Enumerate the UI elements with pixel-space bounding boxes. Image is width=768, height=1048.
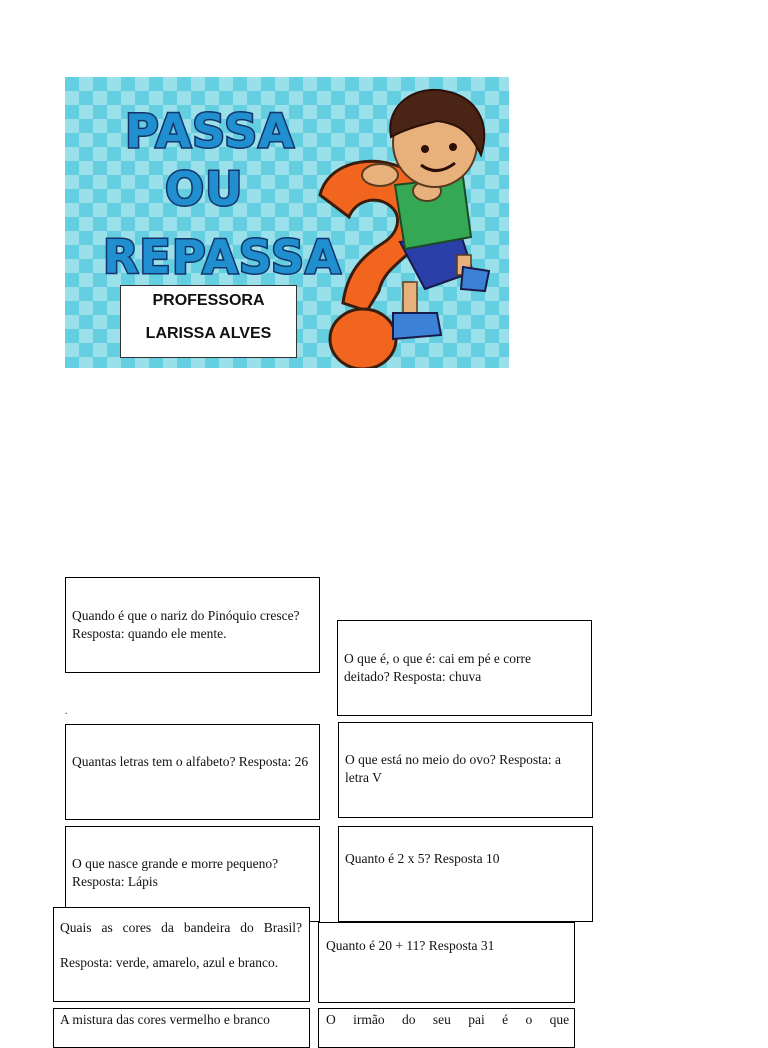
question-card-4 [338, 722, 593, 818]
boy-with-question-mark-icon [320, 90, 489, 368]
stray-mark: . [65, 706, 68, 717]
question-card-text: Quais as cores da bandeira do Brasil? Resposta: verde, amarelo, azul e branco. [60, 920, 302, 970]
teacher-name: LARISSA ALVES [145, 325, 272, 342]
teacher-title: PROFESSORA [152, 292, 265, 309]
banner-title-line-1: PASSA [125, 104, 295, 158]
question-card-text: O que é, o que é: cai em pé e corre deitado? Resposta: chuva [344, 651, 532, 684]
question-card-9 [53, 1008, 310, 1048]
question-card-3 [65, 724, 320, 820]
question-card-7 [53, 907, 310, 1002]
question-card-6 [338, 826, 593, 922]
question-card-2 [337, 620, 592, 716]
banner-title-line-3: REPASSA [103, 230, 342, 284]
banner-title-line-2: OU [165, 162, 244, 216]
teacher-name-box [120, 285, 297, 358]
question-card-text: O irmão do seu pai é o que [326, 1012, 570, 1027]
question-card-1 [65, 577, 320, 673]
question-card-8 [318, 922, 575, 1003]
question-card-text: Quanto é 2 x 5? Resposta 10 [345, 851, 500, 866]
question-card-text: O que está no meio do ovo? Resposta: a letra V [345, 752, 561, 785]
question-card-text: Quanto é 20 + 11? Resposta 31 [326, 938, 495, 953]
question-card-text: Quantas letras tem o alfabeto? Resposta: 26 [72, 754, 309, 769]
question-card-text: A mistura das cores vermelho e branco [60, 1012, 270, 1027]
question-card-text: O que nasce grande e morre pequeno? Resposta: Lápis [72, 856, 279, 889]
title-banner [65, 77, 509, 368]
question-card-text: Quando é que o nariz do Pinóquio cresce? Resposta: quando ele mente. [72, 608, 300, 641]
question-card-10 [318, 1008, 575, 1048]
